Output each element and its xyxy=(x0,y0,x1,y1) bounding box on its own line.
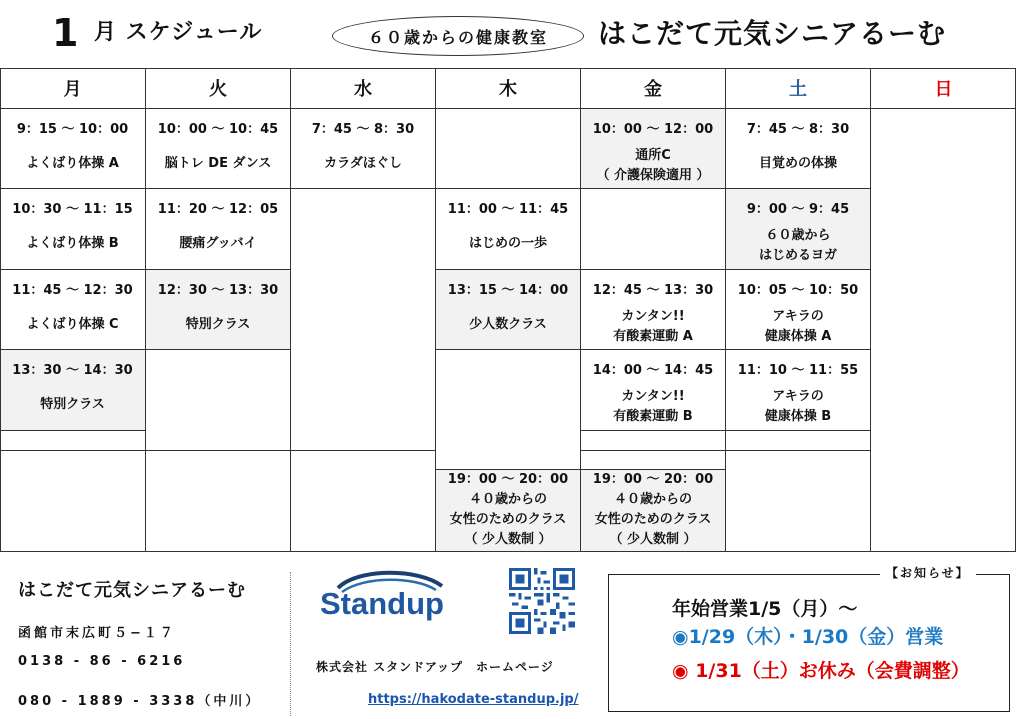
class-name: 特別クラス xyxy=(40,397,105,412)
class-name: よくばり体操 A xyxy=(26,156,119,171)
class-time: 7：45 〜 8：30 xyxy=(746,122,850,137)
company-homepage-label: 株式会社 スタンドアップ ホームページ xyxy=(316,660,554,674)
class-time: 10：30 〜 11：15 xyxy=(12,202,133,217)
class-time: 11：00 〜 11：45 xyxy=(447,202,569,217)
class-slot xyxy=(0,270,146,350)
class-slot xyxy=(581,270,726,350)
class-slot xyxy=(146,109,291,189)
empty-slot xyxy=(871,109,1016,551)
class-slot xyxy=(0,189,146,270)
class-name: ４０歳からの 女性のためのクラス （ 少人数制 ） xyxy=(594,492,712,547)
classroom-label: ６０歳からの健康教室 xyxy=(367,27,548,47)
footer-gym-name: はこだて元気シニアるーむ xyxy=(18,580,246,601)
day-header-sat: 土 xyxy=(726,68,871,109)
day-header-wed: 水 xyxy=(291,68,436,109)
class-slot xyxy=(436,270,581,350)
class-slot xyxy=(146,270,291,350)
class-time: 14：00 〜 14：45 xyxy=(592,363,714,378)
class-time: 12：30 〜 13：30 xyxy=(157,283,279,298)
class-slot xyxy=(581,109,726,189)
class-time: 11：45 〜 12：30 xyxy=(12,283,133,298)
class-time: 19：00 〜 20：00 xyxy=(592,472,714,487)
class-name: ４０歳からの 女性のためのクラス （ 少人数制 ） xyxy=(449,492,567,547)
month-schedule-label: 月 スケジュール xyxy=(94,20,263,45)
class-name: 脳トレ DE ダンス xyxy=(164,156,272,171)
class-name: ６０歳から はじめるヨガ xyxy=(758,228,837,263)
class-name: アキラの 健康体操 A xyxy=(764,309,832,344)
classroom-badge xyxy=(332,16,584,56)
class-name: 少人数クラス xyxy=(469,317,547,332)
empty-slot xyxy=(291,451,436,551)
class-name: カンタン!! 有酸素運動 B xyxy=(613,389,693,424)
month-number: 1 xyxy=(52,11,79,55)
empty-slot xyxy=(146,451,291,551)
gym-name-title: はこだて元気シニアるーむ xyxy=(598,17,947,50)
notice-open-days: ◉1/29（木）・1/30（金）営業 xyxy=(672,626,944,648)
class-time: 10：00 〜 12：00 xyxy=(592,122,714,137)
class-slot xyxy=(726,109,871,189)
day-header-thu: 木 xyxy=(436,68,581,109)
empty-slot xyxy=(146,350,291,451)
qr-code[interactable] xyxy=(508,568,576,634)
class-time: 10：05 〜 10：50 xyxy=(737,283,859,298)
homepage-link[interactable]: https://hakodate-standup.jp/ xyxy=(368,692,579,707)
empty-slot xyxy=(726,451,871,551)
class-slot xyxy=(146,189,291,270)
class-time: 19：00 〜 20：00 xyxy=(447,472,569,487)
class-time: 9：00 〜 9：45 xyxy=(746,202,850,217)
class-time: 7：45 〜 8：30 xyxy=(311,122,415,137)
schedule-table xyxy=(0,68,1016,551)
class-name: 通所C （ 介護保険適用 ） xyxy=(596,148,710,183)
class-slot xyxy=(436,189,581,270)
class-name: 腰痛グッバイ xyxy=(179,236,257,251)
footer-mobile: 080 - 1889 - 3338（中川） xyxy=(18,694,262,709)
class-slot xyxy=(581,350,726,431)
class-name: カラダほぐし xyxy=(324,156,402,171)
logo-text: Standup xyxy=(320,586,444,621)
empty-slot xyxy=(0,431,146,451)
notice-closed-day: ◉ 1/31（土）お休み（会費調整） xyxy=(672,660,970,682)
class-name: 特別クラス xyxy=(185,317,251,332)
class-time: 13：15 〜 14：00 xyxy=(447,283,569,298)
class-time: 12：45 〜 13：30 xyxy=(592,283,714,298)
day-header-sun: 日 xyxy=(871,68,1016,109)
class-name: 目覚めの体操 xyxy=(758,156,837,171)
class-slot xyxy=(581,470,726,551)
footer-divider xyxy=(290,572,291,716)
empty-slot xyxy=(581,189,726,270)
class-slot xyxy=(726,350,871,431)
class-time: 11：10 〜 11：55 xyxy=(737,363,859,378)
empty-slot xyxy=(0,451,146,551)
notice-title: 【お知らせ】 xyxy=(880,564,976,581)
class-time: 13：30 〜 14：30 xyxy=(12,363,133,378)
class-slot xyxy=(0,109,146,189)
empty-slot xyxy=(436,350,581,470)
day-header-tue: 火 xyxy=(146,68,291,109)
class-time: 10：00 〜 10：45 xyxy=(157,122,279,137)
empty-slot xyxy=(726,431,871,451)
empty-slot xyxy=(581,451,726,470)
empty-slot xyxy=(581,431,726,451)
class-time: 9：15 〜 10：00 xyxy=(16,122,129,137)
class-name: よくばり体操 B xyxy=(26,236,119,251)
class-name: よくばり体操 C xyxy=(26,317,119,332)
class-slot xyxy=(726,189,871,270)
class-slot xyxy=(291,109,436,189)
class-time: 11：20 〜 12：05 xyxy=(157,202,279,217)
standup-logo xyxy=(318,566,458,630)
footer-address: 函館市末広町５−１７ xyxy=(18,626,176,641)
day-header-mon: 月 xyxy=(0,68,146,109)
class-slot xyxy=(0,350,146,431)
class-slot xyxy=(726,270,871,350)
notice-new-year-opening: 年始営業1/5（月）〜 xyxy=(672,598,858,620)
empty-slot xyxy=(436,109,581,189)
footer-phone: 0138 - 86 - 6216 xyxy=(18,654,186,669)
class-name: はじめの一歩 xyxy=(468,236,547,251)
class-name: カンタン!! 有酸素運動 A xyxy=(613,309,693,344)
class-slot xyxy=(436,470,581,551)
class-name: アキラの 健康体操 B xyxy=(764,389,832,424)
day-header-fri: 金 xyxy=(581,68,726,109)
empty-slot xyxy=(291,189,436,451)
